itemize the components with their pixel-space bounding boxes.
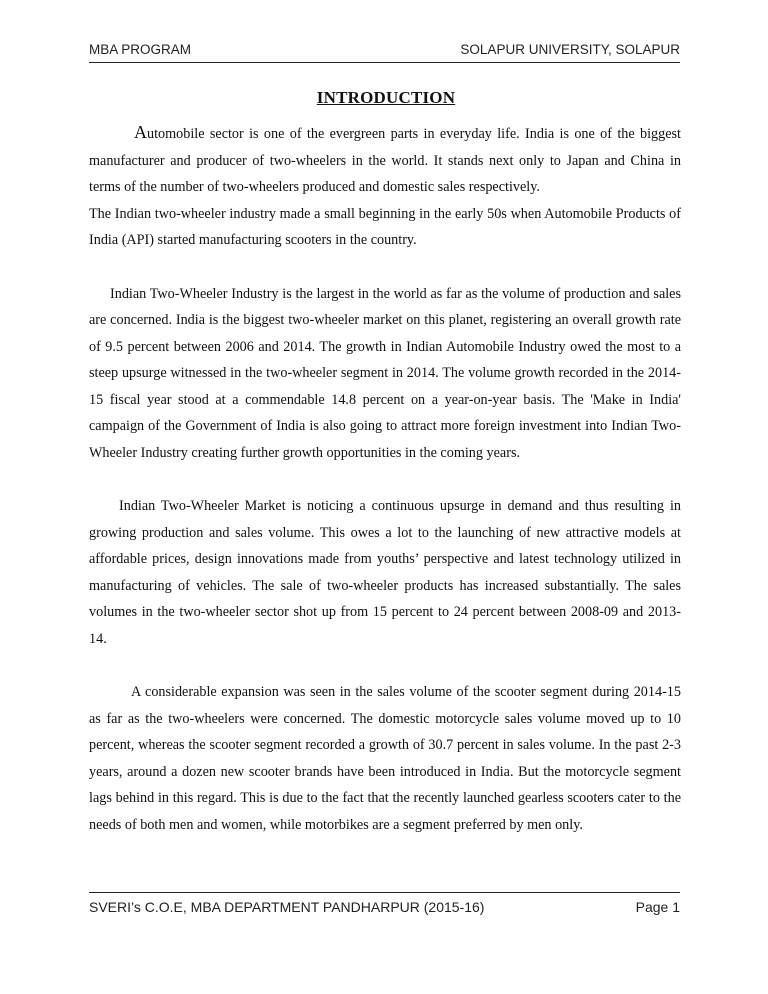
document-body (89, 119, 681, 838)
page-title: INTRODUCTION (316, 88, 456, 107)
paragraph-intro (89, 119, 681, 201)
header-university: SOLAPUR UNIVERSITY, SOLAPUR (460, 42, 680, 57)
header-program: MBA PROGRAM (89, 42, 192, 57)
drop-letter: A (134, 122, 147, 142)
page-number: Page 1 (635, 899, 680, 915)
footer-department: SVERI’s C.O.E, MBA DEPARTMENT PANDHARPUR (2015-16) (89, 899, 485, 915)
page-footer (89, 892, 680, 923)
paragraph-history: The Indian two-wheeler industry made a small beginning in the early 50s when Automobile Products of India (API) started manufacturing scooters in the country. (89, 205, 681, 248)
page-header (89, 40, 680, 63)
paragraph-market: Indian Two-Wheeler Market is noticing a continuous upsurge in demand and thus resulting in growing production and sales volume. This owes a lot to the launching of new attractive models at affordable prices, design innovations made from youths’ perspective and latest technology utilized in manufacturing of vehicles. The sale of two-wheeler products has increased substantially. The sales volumes in the two-wheeler sector shot up from 15 percent to 24 percent between 2008-09 and 2013-14. (89, 498, 681, 647)
paragraph-scooter: A considerable expansion was seen in the sales volume of the scooter segment during 2014-15 as far as the two-wheelers were concerned. The domestic motorcycle sales volume moved up to 10 percent, whereas the scooter segment recorded a growth of 30.7 percent in sales volume. In the past 2-3 years, around a dozen new scooter brands have been introduced in India. But the motorcycle segment lags behind in this regard. This is due to the fact that the recently launched gearless scooters cater to the needs of both men and women, while motorbikes are a segment preferred by men only. (89, 684, 681, 833)
paragraph-industry: Indian Two-Wheeler Industry is the largest in the world as far as the volume of production and sales are concerned. India is the biggest two-wheeler market on this planet, registering an overall growth rate of 9.5 percent between 2006 and 2014. The growth in Indian Automobile Industry owed the most to a steep upsurge witnessed in the two-wheeler segment in 2014. The volume growth recorded in the 2014-15 fiscal year stood at a commendable 14.8 percent on a year-on-year basis. The 'Make in India' campaign of the Government of India is also going to attract more foreign investment into Indian Two-Wheeler Industry creating further growth opportunities in the coming years. (89, 285, 681, 461)
paragraph-intro-text: utomobile sector is one of the evergreen parts in everyday life. India is one of the biggest manufacturer and producer of two-wheelers in the world. It stands next only to Japan and China in terms of the number of two-wheelers produced and domestic sales respectively. (89, 126, 681, 195)
